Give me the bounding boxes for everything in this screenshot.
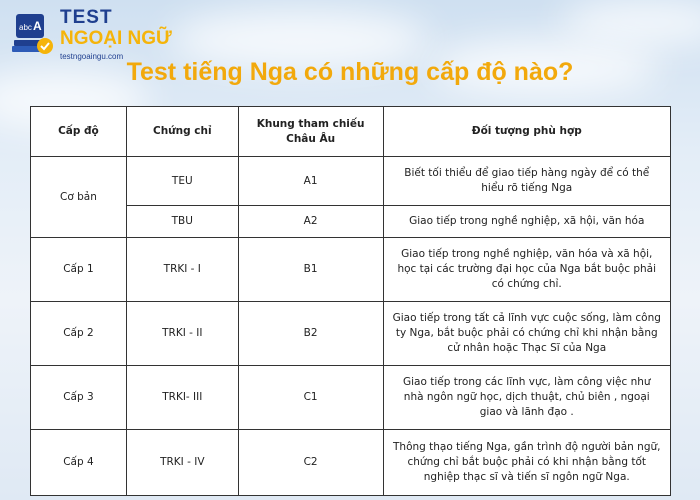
table-row	[31, 430, 671, 496]
logo-brand-line1: TEST	[60, 7, 113, 28]
logo-text	[60, 8, 172, 61]
cefr-cell: A1	[238, 157, 383, 206]
page-title: Test tiếng Nga có những cấp độ nào?	[126, 58, 574, 86]
logo-url: testngoaingu.com	[60, 52, 124, 61]
certificate-cell: TRKI - II	[126, 302, 238, 366]
target-cell: Biết tối thiểu để giao tiếp hàng ngày để có thể hiểu rõ tiếng Nga	[383, 157, 671, 206]
header-level: Cấp độ	[31, 107, 127, 157]
header-certificate: Chứng chỉ	[126, 107, 238, 157]
cefr-cell: B2	[238, 302, 383, 366]
certificate-cell: TRKI - I	[126, 238, 238, 302]
certificate-cell: TEU	[126, 157, 238, 206]
cefr-cell: A2	[238, 206, 383, 238]
level-cell: Cấp 2	[31, 302, 127, 366]
cefr-cell: C2	[238, 430, 383, 496]
table-row	[31, 206, 671, 238]
cefr-cell: C1	[238, 366, 383, 430]
certificate-cell: TRKI- III	[126, 366, 238, 430]
table-header-row	[31, 107, 671, 157]
header-cefr: Khung tham chiếu Châu Âu	[238, 107, 383, 157]
logo-brand-line2: NGOẠI NGỮ	[60, 28, 172, 49]
brand-logo[interactable]	[10, 8, 180, 64]
logo-badge-glyph: A	[33, 19, 42, 33]
target-cell: Giao tiếp trong tất cả lĩnh vực cuộc sống, làm công ty Nga, bắt buộc phải có chứng chỉ khi nhận bằng cử nhân hoặc Thạc Sĩ của Nga	[383, 302, 671, 366]
logo-badge-text: abc	[19, 23, 32, 32]
table-row	[31, 366, 671, 430]
target-cell: Giao tiếp trong nghề nghiệp, xã hội, văn hóa	[383, 206, 671, 238]
cefr-cell: B1	[238, 238, 383, 302]
level-cell: Cấp 1	[31, 238, 127, 302]
target-cell: Giao tiếp trong các lĩnh vực, làm công việc như nhà ngôn ngữ học, dịch thuật, chủ biên , ngoại giao và lãnh đạo .	[383, 366, 671, 430]
table-row	[31, 157, 671, 206]
level-cell: Cấp 4	[31, 430, 127, 496]
level-cell: Cơ bản	[31, 157, 127, 238]
level-table	[30, 106, 671, 496]
certificate-cell: TRKI - IV	[126, 430, 238, 496]
target-cell: Giao tiếp trong nghề nghiệp, văn hóa và xã hội, học tại các trường đại học của Nga bắt buộc phải có chứng chỉ.	[383, 238, 671, 302]
header-target: Đối tượng phù hợp	[383, 107, 671, 157]
background-cloud	[560, 0, 700, 45]
target-cell: Thông thạo tiếng Nga, gần trình độ người bản ngữ, chứng chỉ bắt buộc phải có khi nhận bằng tốt nghiệp thạc sĩ và tiến sĩ ngôn ngữ Nga.	[383, 430, 671, 496]
certificate-cell: TBU	[126, 206, 238, 238]
books-logo-icon	[10, 12, 54, 56]
level-cell: Cấp 3	[31, 366, 127, 430]
table-row	[31, 238, 671, 302]
table-row	[31, 302, 671, 366]
